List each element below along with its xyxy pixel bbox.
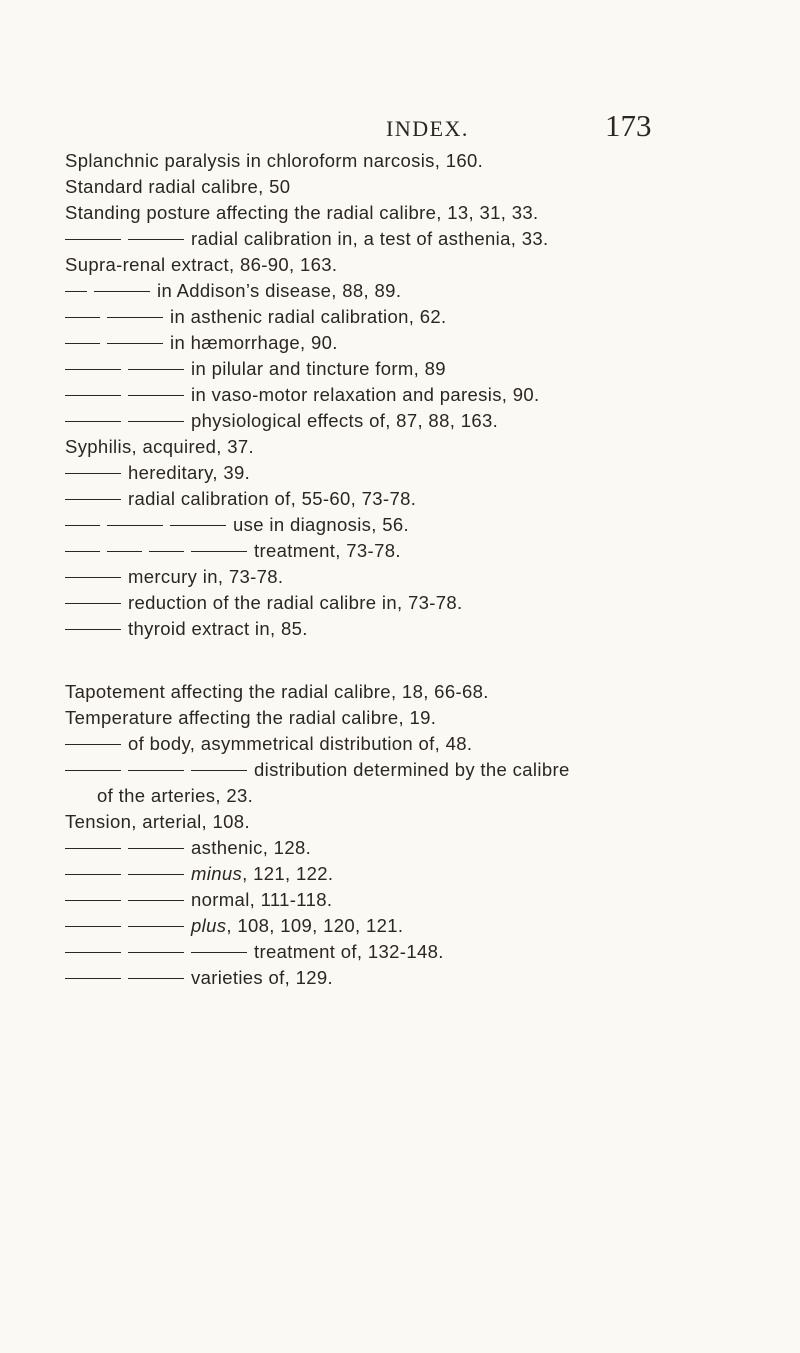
ditto-dash [128, 900, 184, 901]
ditto-dash [65, 603, 121, 604]
index-entry [65, 252, 765, 278]
index-entry [65, 200, 765, 226]
ditto-dash [128, 848, 184, 849]
index-entry [65, 148, 765, 174]
entry-text: Supra-renal extract, 86-90, 163. [65, 254, 338, 275]
ditto-dash [128, 952, 184, 953]
entry-text: Temperature affecting the radial calibre, 19. [65, 707, 437, 728]
ditto-dash [128, 239, 184, 240]
index-entry [65, 757, 765, 783]
ditto-dash [107, 343, 163, 344]
index-entry [65, 278, 765, 304]
ditto-dash [107, 551, 142, 552]
ditto-dash [65, 343, 100, 344]
index-entry [65, 408, 765, 434]
entry-text: treatment, 73-78. [254, 540, 401, 561]
ditto-dash [128, 395, 184, 396]
entry-text: Syphilis, acquired, 37. [65, 436, 255, 457]
entry-text: thyroid extract in, 85. [128, 618, 308, 639]
ditto-dash [65, 395, 121, 396]
index-entry [65, 861, 765, 887]
ditto-dash [65, 848, 121, 849]
index-entry [65, 356, 765, 382]
entry-text: varieties of, 129. [191, 967, 334, 988]
index-entry [65, 616, 765, 642]
ditto-dash [65, 874, 121, 875]
index-entry [65, 913, 765, 939]
entry-text: hereditary, 39. [128, 462, 251, 483]
ditto-dash [65, 499, 121, 500]
ditto-dash [128, 874, 184, 875]
entry-text: mercury in, 73-78. [128, 566, 284, 587]
ditto-dash [128, 369, 184, 370]
entry-text-italic: minus [191, 863, 243, 884]
index-entry [65, 434, 765, 460]
ditto-dash [191, 952, 247, 953]
index-entry [65, 835, 765, 861]
entry-text: in Addison’s disease, 88, 89. [157, 280, 402, 301]
ditto-dash [65, 978, 121, 979]
entry-text: physiological effects of, 87, 88, 163. [191, 410, 499, 431]
running-head: INDEX. [386, 116, 469, 141]
ditto-dash [65, 369, 121, 370]
entry-text: use in diagnosis, 56. [233, 514, 410, 535]
ditto-dash [94, 291, 150, 292]
index-entry [65, 382, 765, 408]
entry-text: , 121, 122. [242, 863, 334, 884]
index-entry [65, 939, 765, 965]
ditto-dash [65, 239, 121, 240]
page-number: 173 [605, 108, 652, 143]
index-entry [65, 590, 765, 616]
index-entry [65, 174, 765, 200]
index-entry [65, 705, 765, 731]
ditto-dash [128, 421, 184, 422]
ditto-dash [65, 952, 121, 953]
ditto-dash [65, 577, 121, 578]
ditto-dash [128, 770, 184, 771]
ditto-dash [65, 744, 121, 745]
entry-text: of body, asymmetrical distribution of, 48. [128, 733, 473, 754]
ditto-dash [65, 291, 87, 292]
ditto-dash [191, 770, 247, 771]
ditto-dash [65, 421, 121, 422]
index-entry [65, 330, 765, 356]
index-entry [97, 783, 797, 809]
ditto-dash [65, 926, 121, 927]
ditto-dash [128, 926, 184, 927]
index-entry [65, 965, 765, 991]
ditto-dash [191, 551, 247, 552]
entry-text: in hæmorrhage, 90. [170, 332, 338, 353]
entry-text: in pilular and tincture form, 89 [191, 358, 446, 379]
entry-text-italic: plus [191, 915, 227, 936]
index-entry [65, 809, 765, 835]
entry-text: in vaso-motor relaxation and paresis, 90. [191, 384, 540, 405]
entry-text: reduction of the radial calibre in, 73-78. [128, 592, 463, 613]
entry-text: Standing posture affecting the radial calibre, 13, 31, 33. [65, 202, 539, 223]
index-entry [65, 679, 765, 705]
ditto-dash [65, 551, 100, 552]
entry-text: , 108, 109, 120, 121. [226, 915, 404, 936]
entry-text: asthenic, 128. [191, 837, 312, 858]
entry-text: Tension, arterial, 108. [65, 811, 250, 832]
index-entry [65, 460, 765, 486]
entry-text: Tapotement affecting the radial calibre, 18, 66-68. [65, 681, 489, 702]
entry-text: normal, 111-118. [191, 889, 333, 910]
index-entry [65, 486, 765, 512]
ditto-dash [65, 770, 121, 771]
index-entry [65, 304, 765, 330]
ditto-dash [170, 525, 226, 526]
entry-text: Splanchnic paralysis in chloroform narcosis, 160. [65, 150, 484, 171]
entry-text: Standard radial calibre, 50 [65, 176, 291, 197]
ditto-dash [65, 629, 121, 630]
ditto-dash [128, 978, 184, 979]
ditto-dash [107, 317, 163, 318]
index-entry [65, 512, 765, 538]
entry-text: in asthenic radial calibration, 62. [170, 306, 447, 327]
index-entry [65, 887, 765, 913]
entry-text: radial calibration of, 55-60, 73-78. [128, 488, 417, 509]
entry-text: distribution determined by the calibre [254, 759, 570, 780]
ditto-dash [65, 900, 121, 901]
ditto-dash [65, 473, 121, 474]
ditto-dash [149, 551, 184, 552]
index-entry [65, 538, 765, 564]
index-entry [65, 564, 765, 590]
index-entry [65, 226, 765, 252]
ditto-dash [65, 317, 100, 318]
index-entry [65, 731, 765, 757]
ditto-dash [65, 525, 100, 526]
entry-text: radial calibration in, a test of asthenia, 33. [191, 228, 549, 249]
entry-text: of the arteries, 23. [97, 785, 254, 806]
entry-text: treatment of, 132-148. [254, 941, 444, 962]
ditto-dash [107, 525, 163, 526]
